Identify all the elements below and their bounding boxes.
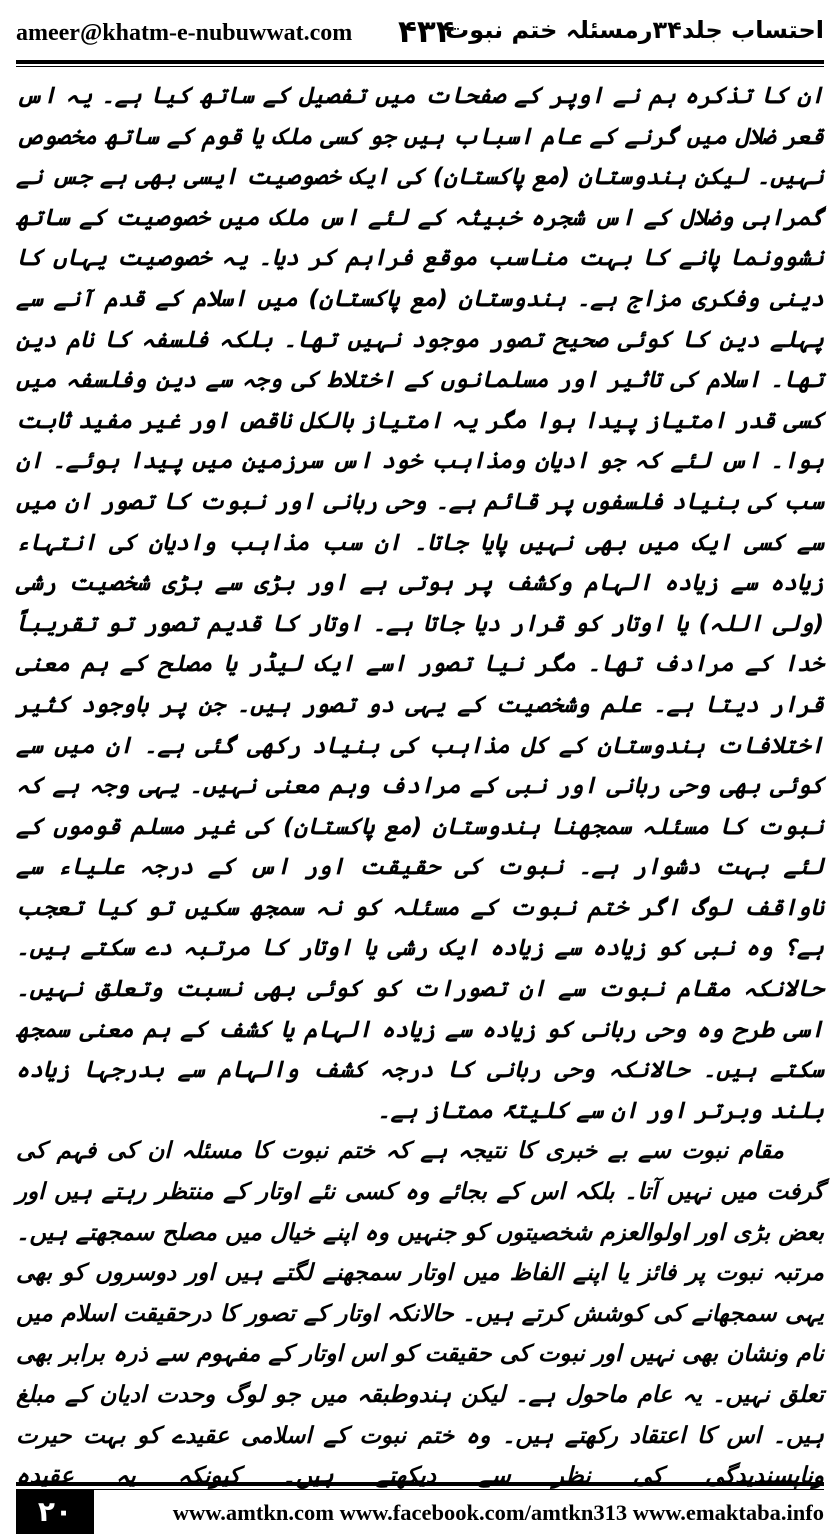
body-paragraph-1: ان کا تذکرہ ہم نے اوپر کے صفحات میں تفصیل کے ساتھ کیا ہے۔ یہ اس قعر ضلال میں گرنے کے عام اسباب ہیں جو کسی ملک یا قوم کے ساتھ مخصوص نہیں۔ لیکن ہندوستان (مع پاکستان) کی ایک خصوصیت ایسی بھی ہے جس نے گمراہی وضلال کے اس شجرہ خبیثہ کے لئے اس ملک میں خصوصیت کے ساتھ نشوونما پانے کا بہت مناسب موقع فراہم کر دیا۔ یہ خصوصیت یہاں کا دینی وفکری مزاج ہے۔ ہندوستان (مع پاکستان) میں اسلام کے قدم آنے سے پہلے دین کا کوئی صحیح تصور موجود نہیں تھا۔ بلکہ فلسفہ کا نام دین تھا۔ اسلام کی تاثیر اور مسلمانوں کے اختلاط کی وجہ سے دین وفلسفہ میں کسی قدر امتیاز پیدا ہوا مگر یہ امتیاز بالکل ناقص اور غیر مفید ثابت ہوا۔ اس لئے کہ جو ادیان ومذاہب خود اس سرزمین میں پیدا ہوئے۔ ان سب کی بنیاد فلسفوں پر قائم ہے۔ وحی ربانی اور نبوت کا تصور ان میں سے کسی ایک میں بھی نہیں پایا جاتا۔ ان سب مذاہب وادیان کی انتہاء زیادہ سے زیادہ الہام وکشف پر ہوتی ہے اور بڑی سے بڑی شخصیت رشی (ولی اللہ) یا اوتار کو قرار دیا جاتا ہے۔ اوتار کا قدیم تصور تو تقریباً خدا کے مرادف تھا۔ مگر نیا تصور اسے ایک لیڈر یا مصلح کے ہم معنی قرار دیتا ہے۔ علم وشخصیت کے یہی دو تصور ہیں۔ جن پر باوجود کثیر اختلافات ہندوستان کے کل مذاہب کی بنیاد رکھی گئی ہے۔ ان میں سے کوئی بھی وحی ربانی اور نبی کے مرادف وہم معنی نہیں۔ یہی وجہ ہے کہ نبوت کا مسئلہ سمجھنا ہندوستان (مع پاکستان) کی غیر مسلم قوموں کے لئے بہت دشوار ہے۔ نبوت کی حقیقت اور اس کے درجہ علیاء سے ناواقف لوگ اگر ختم نبوت کے مسئلہ کو نہ سمجھ سکیں تو کیا تعجب ہے؟ وہ نبی کو زیادہ سے زیادہ ایک رشی یا اوتار کا مرتبہ دے سکتے ہیں۔ حالانکہ مقام نبوت سے ان تصورات کو کوئی بھی نسبت وتعلق نہیں۔ اسی طرح وہ وحی ربانی کو زیادہ سے زیادہ الہام یا کشف کے ہم معنی سمجھ سکتے ہیں۔ حالانکہ وحی ربانی کا درجہ کشف والہام سے بدرجہا زیادہ بلند وبرتر اور ان سے کلیتہً ممتاز ہے۔ <box>16 83 824 1124</box>
page-number: ۴۳۴ <box>398 14 455 50</box>
footer-links: www.amtkn.com www.facebook.com/amtkn313 www.emaktaba.info <box>172 1500 824 1525</box>
footer-rule-thin <box>16 1489 824 1490</box>
book-title: احتساب جلد۳۴رمسئلہ ختم نبوت <box>445 16 824 44</box>
footer-rule-thick <box>16 1482 824 1486</box>
header-email: ameer@khatm-e-nubuwwat.com <box>16 20 353 46</box>
page-body <box>16 76 824 1497</box>
header-rule-thick <box>16 60 824 64</box>
header-rule-thin <box>16 66 824 67</box>
folio-number: ۲۰ <box>16 1490 94 1534</box>
page-header <box>0 0 840 68</box>
body-paragraph-2: مقام نبوت سے بے خبری کا نتیجہ ہے کہ ختم نبوت کا مسئلہ ان کی فہم کی گرفت میں نہیں آتا۔ بلکہ اس کے بجائے وہ کسی نئے اوتار کے منتظر رہتے ہیں اور بعض بڑی اور اولوالعزم شخصیتوں کو جنہیں وہ اپنے خیال میں مصلح سمجھتے ہیں۔ مرتبہ نبوت پر فائز یا اپنے الفاظ میں اوتار سمجھنے لگتے ہیں اور دوسروں کو بھی یہی سمجھانے کی کوشش کرتے ہیں۔ حالانکہ اوتار کے تصور کا درحقیقت اسلام میں نام ونشان بھی نہیں اور نبوت کی حقیقت کو اس اوتار کے مفہوم سے ذرہ برابر بھی تعلق نہیں۔ یہ عام ماحول ہے۔ لیکن ہندوطبقہ میں جو لوگ وحدت ادیان کے مبلغ ہیں۔ اس کا اعتقاد رکھتے ہیں۔ وہ ختم نبوت کے اسلامی عقیدے کو بہت حیرت وناپسندیدگی کی نظر سے دیکھتے ہیں۔ کیونکہ یہ عقیدہ <box>16 1138 825 1490</box>
